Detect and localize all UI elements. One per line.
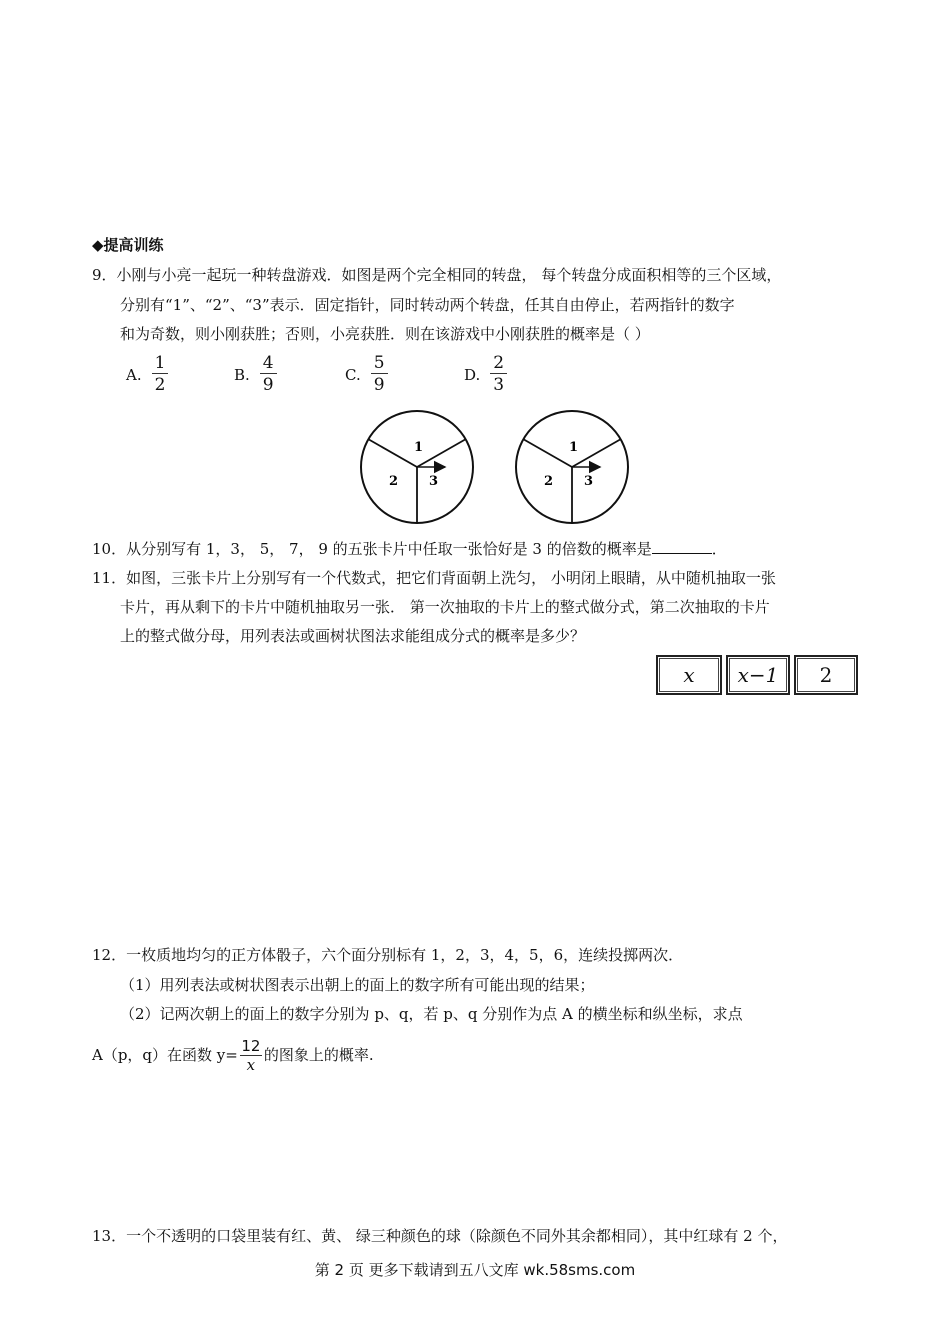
option-fraction: [371, 353, 388, 396]
q9-line-3: 和为奇数，则小刚获胜；否则，小亮获胜．则在该游戏中小刚获胜的概率是（ ）: [120, 325, 650, 343]
option-label: A.: [126, 365, 142, 384]
q9-option-d: [464, 353, 507, 396]
q9-option-c: [345, 353, 388, 396]
section-heading: ◆提高训练: [92, 236, 164, 254]
q10-line: [92, 539, 727, 559]
card-x-minus-1: x−1: [726, 655, 790, 695]
q12-line-4-start: A（p，q）在函数 y=: [92, 1046, 238, 1064]
q9-line-2: 分别有“1”、“2”、“3”表示．固定指针，同时转动两个转盘，任其自由停止，若两指针的数字: [120, 296, 735, 314]
q11-line-1: 11．如图，三张卡片上分别写有一个代数式，把它们背面朝上洗匀， 小明闭上眼睛，从中随机抽取一张: [92, 569, 776, 587]
algebra-cards: [656, 655, 858, 695]
option-fraction: [152, 353, 169, 396]
spinner-label-2: 2: [544, 474, 554, 489]
function-fraction: [240, 1037, 262, 1074]
q12-line-3: （2）记两次朝上的面上的数字分别为 p、q，若 p、q 分别作为点 A 的横坐标和纵坐标，求点: [120, 1005, 743, 1023]
option-label: D.: [464, 365, 481, 384]
q11-line-3: 上的整式做分母，用列表法或画树状图法求能组成分式的概率是多少？: [120, 627, 586, 645]
fraction-denominator: 3: [493, 375, 505, 395]
spinner-right: [516, 411, 628, 523]
spinner-label-3: 3: [584, 474, 594, 489]
answer-blank[interactable]: [652, 539, 712, 554]
q9-line-1: 9．小刚与小亮一起玩一种转盘游戏．如图是两个完全相同的转盘， 每个转盘分成面积相等的三个区域，: [92, 266, 782, 284]
spinners-figure: [355, 405, 645, 530]
spinner-label-3: 3: [429, 474, 439, 489]
option-label: C.: [345, 365, 361, 384]
spinner-left: [361, 411, 473, 523]
spinner-label-1: 1: [569, 440, 579, 455]
q10-text: 10．从分别写有 1，3， 5， 7， 9 的五张卡片中任取一张恰好是 3 的倍数的概率是: [92, 540, 652, 558]
q12-line-1: 12．一枚质地均匀的正方体骰子，六个面分别标有 1，2，3，4，5，6，连续投掷两次．: [92, 946, 684, 964]
option-fraction: [490, 353, 507, 396]
q12-line-2: （1）用列表法或树状图表示出朝上的面上的数字所有可能出现的结果；: [120, 976, 595, 994]
card-2: 2: [794, 655, 858, 695]
fraction-denominator: 2: [154, 375, 166, 395]
option-fraction: [260, 353, 277, 396]
fraction-denominator: 9: [373, 375, 385, 395]
option-label: B.: [234, 365, 250, 384]
spinner-label-2: 2: [389, 474, 399, 489]
q12-line-4-end: 的图象上的概率.: [263, 1046, 374, 1064]
q13-line-1: 13．一个不透明的口袋里装有红、黄、 绿三种颜色的球（除颜色不同外其余都相同），其中红球有 2 个，: [92, 1227, 788, 1245]
q11-line-2: 卡片，再从剩下的卡片中随机抽取另一张． 第一次抽取的卡片上的整式做分式，第二次抽取的卡片: [120, 598, 770, 616]
card-x: x: [656, 655, 722, 695]
fraction-denominator: x: [246, 1055, 256, 1074]
q9-option-a: [126, 353, 168, 396]
fraction-numerator: 12: [241, 1036, 261, 1055]
q12-line-4: [92, 1035, 374, 1075]
spinner-label-1: 1: [414, 440, 424, 455]
fraction-numerator: 1: [154, 353, 166, 373]
fraction-denominator: 9: [262, 375, 274, 395]
fraction-numerator: 4: [262, 353, 274, 373]
fraction-numerator: 5: [373, 353, 385, 373]
q10-end: ．: [711, 540, 727, 558]
page-footer: 第 2 页 更多下载请到五八文库 wk.58sms.com: [314, 1261, 636, 1279]
fraction-numerator: 2: [493, 353, 505, 373]
q9-option-b: [234, 353, 277, 396]
